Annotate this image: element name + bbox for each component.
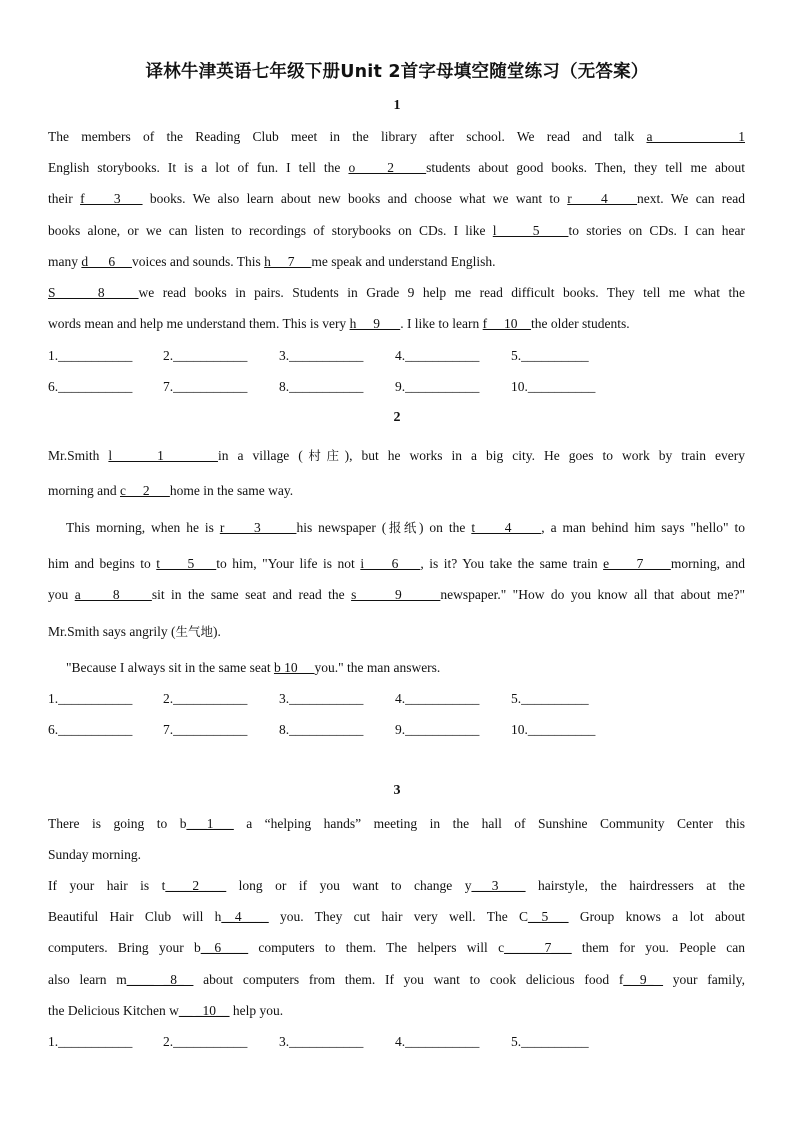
s2-answer-1[interactable]: 1.___________: [48, 691, 133, 706]
s3-line-6: also learn m____ _8_ about computers from them. If you want to cook delicious food f_ 9_ your family,: [48, 972, 746, 987]
section-1-number: 1: [393, 98, 401, 113]
s3-line-7: the Delicious Kitchen w__ _10__ help you.: [48, 1003, 284, 1018]
s2-answer-10[interactable]: 10.__________: [511, 722, 596, 737]
s2-answer-4[interactable]: 4.___________: [395, 691, 480, 706]
s3-answer-4[interactable]: 4.___________: [395, 1034, 480, 1049]
s1-answer-10[interactable]: 10.__________: [511, 379, 596, 394]
s1-line-6: S 8 we read books in pairs. Students in Grade 9 help me read difficult books. They tell me what the: [48, 285, 745, 300]
s1-answer-9[interactable]: 9.___________: [395, 379, 480, 394]
blank-4: t 4: [471, 520, 542, 535]
blank-5: t 5: [156, 556, 217, 571]
s3-line-4: Beautiful Hair Club will h__4____ you. They cut hair very well. The C__5___ Group knows a lot about: [48, 909, 745, 924]
blank-4: __4____: [221, 909, 269, 924]
s2-line-3: This morning, when he is r 3 his newspaper (报纸) on the t 4 , a man behind him says "hello" to: [66, 520, 745, 535]
s1-answer-5[interactable]: 5.__________: [511, 348, 589, 363]
blank-1: a 1: [646, 129, 745, 144]
s2-line-1: Mr.Smith l 1 in a village (村庄), but he works in a big city. He goes to work by train every: [48, 448, 745, 463]
blank-9: _ 9_: [623, 972, 664, 987]
blank-3: r 3: [219, 520, 297, 535]
s2-answer-8[interactable]: 8.___________: [279, 722, 364, 737]
blank-7: h 7: [264, 254, 312, 269]
blank-1: ___1___: [186, 816, 234, 831]
s3-line-2: Sunday morning.: [48, 847, 141, 862]
s1-line-1: The members of the Reading Club meet in the library after school. We read and talk a 1: [48, 129, 745, 144]
blank-5: __5___: [528, 909, 569, 924]
s2-line-5: you a 8 sit in the same seat and read the s 9 newspaper." "How do you know all that about me?": [48, 587, 745, 602]
blank-9: h 9: [349, 316, 401, 331]
s1-answer-3[interactable]: 3.___________: [279, 348, 364, 363]
blank-10: __ _10__: [178, 1003, 230, 1018]
blank-2: c 2: [120, 483, 170, 498]
blank-5: l 5: [492, 223, 569, 238]
s3-line-1: There is going to b___1___ a “helping hands” meeting in the hall of Sunshine Community Center this: [48, 816, 746, 831]
s3-answer-5[interactable]: 5.__________: [511, 1034, 589, 1049]
s1-line-2: English storybooks. It is a lot of fun. I tell the o 2 students about good books. Then, they tell me about: [48, 160, 746, 175]
s2-line-2: morning and c 2 home in the same way.: [48, 483, 294, 498]
section-2-number: 2: [393, 410, 401, 425]
blank-6: i 6: [360, 556, 421, 571]
blank-2: ____2____: [165, 878, 227, 893]
s2-answer-7[interactable]: 7.___________: [163, 722, 248, 737]
blank-6: d 6: [81, 254, 132, 269]
s3-answer-1[interactable]: 1.___________: [48, 1034, 133, 1049]
section-3-number: 3: [393, 783, 401, 798]
blank-9: s 9: [351, 587, 441, 602]
s2-answer-6[interactable]: 6.___________: [48, 722, 133, 737]
s1-answer-4[interactable]: 4.___________: [395, 348, 480, 363]
s1-line-5: many d 6 voices and sounds. This h 7 me speak and understand English.: [48, 254, 496, 269]
s2-answer-9[interactable]: 9.___________: [395, 722, 480, 737]
blank-2: o 2: [348, 160, 427, 175]
blank-7: e 7: [603, 556, 671, 571]
s2-answer-5[interactable]: 5.__________: [511, 691, 589, 706]
blank-8: a 8: [74, 587, 152, 602]
blank-8: S 8: [48, 285, 139, 300]
s2-line-6: Mr.Smith says angrily (生气地).: [48, 624, 221, 639]
s1-answer-6[interactable]: 6.___________: [48, 379, 133, 394]
blank-4: r 4: [567, 191, 638, 206]
s1-answer-1[interactable]: 1.___________: [48, 348, 133, 363]
blank-7: ______7___: [504, 940, 572, 955]
blank-6: __6____: [200, 940, 249, 955]
blank-10: f 10: [482, 316, 532, 331]
s2-line-4: him and begins to t 5 to him, "Your life is not i 6 , is it? You take the same train e 7 morning, and: [48, 556, 745, 571]
blank-1: l 1: [108, 448, 218, 463]
s3-answer-2[interactable]: 2.___________: [163, 1034, 248, 1049]
s3-answer-3[interactable]: 3.___________: [279, 1034, 364, 1049]
s1-line-7: words mean and help me understand them. This is very h 9 . I like to learn f 10 the older students.: [48, 316, 630, 331]
blank-10: b 10: [273, 660, 315, 675]
s1-line-4: books alone, or we can listen to recordings of storybooks on CDs. I like l 5 to stories on CDs. I can hear: [48, 223, 745, 238]
blank-8: ____ _8_: [126, 972, 194, 987]
s2-line-7: "Because I always sit in the same seat b 10 you." the man answers.: [66, 660, 441, 675]
s1-answer-7[interactable]: 7.___________: [163, 379, 248, 394]
s1-answer-2[interactable]: 2.___________: [163, 348, 248, 363]
s2-answer-3[interactable]: 3.___________: [279, 691, 364, 706]
page-title: 译林牛津英语七年级下册Unit 2首字母填空随堂练习（无答案）: [145, 62, 649, 82]
s3-line-5: computers. Bring your b__6____ computers to them. The helpers will c______7___ them for you. People can: [48, 940, 746, 955]
s3-line-3: If your hair is t____2____ long or if you want to change y___3____ hairstyle, the hairdressers at the: [48, 878, 745, 893]
s2-answer-2[interactable]: 2.___________: [163, 691, 248, 706]
blank-3: ___3____: [471, 878, 526, 893]
s1-line-3: their f 3 books. We also learn about new books and choose what we want to r 4 next. We can read: [48, 191, 745, 206]
s1-answer-8[interactable]: 8.___________: [279, 379, 364, 394]
blank-3: f 3: [80, 191, 143, 206]
